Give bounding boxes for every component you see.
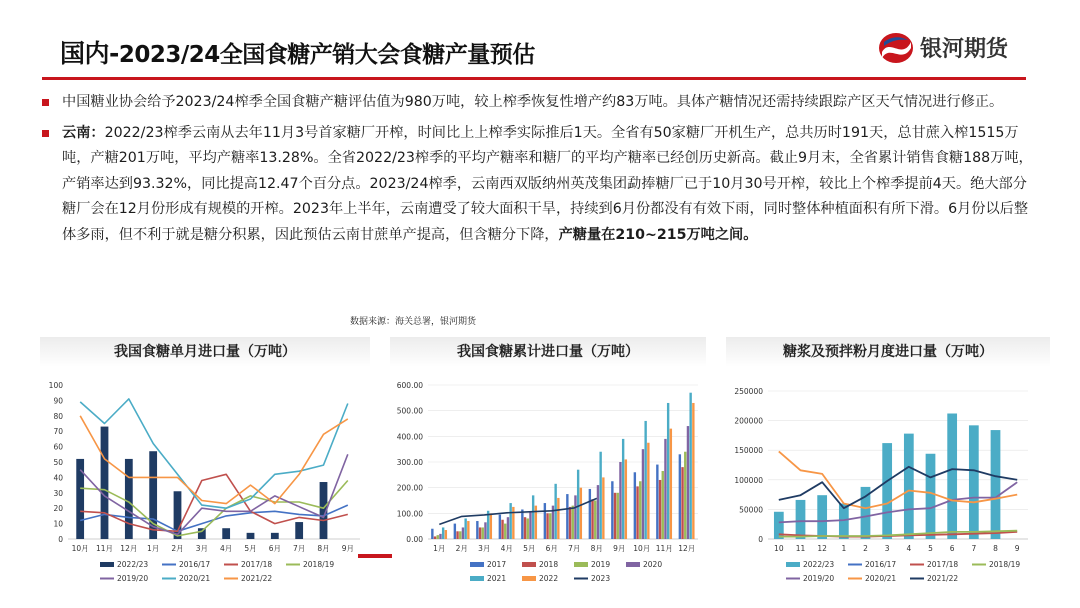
- bar: [796, 500, 806, 539]
- x-tick-label: 7: [971, 544, 977, 553]
- x-tick-label: 1月: [433, 544, 446, 553]
- bar: [437, 535, 439, 539]
- legend-swatch: [626, 562, 640, 567]
- y-tick-label: 100000: [734, 475, 763, 485]
- x-tick-label: 12月: [678, 544, 696, 553]
- legend-label: 2018: [539, 560, 559, 569]
- y-tick-label: 150000: [734, 446, 763, 456]
- bar: [456, 531, 458, 539]
- bar: [464, 518, 466, 539]
- bar: [991, 430, 1001, 539]
- bar: [557, 498, 559, 539]
- chart-plot: [726, 369, 1050, 608]
- bar: [926, 454, 936, 539]
- bullet-square-icon: [42, 99, 49, 106]
- bar: [689, 393, 691, 539]
- y-tick-label: 0: [758, 535, 763, 544]
- bullet-lead: 云南：: [62, 124, 105, 141]
- bar: [467, 521, 469, 539]
- bar: [670, 429, 672, 539]
- legend-label: 2020/21: [179, 574, 211, 583]
- x-tick-label: 4月: [220, 544, 233, 553]
- legend-label: 2021/22: [927, 574, 959, 583]
- bar: [499, 515, 501, 539]
- legend-label: 2017: [487, 560, 507, 569]
- x-tick-label: 12月: [120, 544, 138, 553]
- legend-label: 2019/20: [117, 574, 149, 583]
- series-line: [80, 454, 348, 534]
- red-separator: [358, 554, 392, 558]
- chart-cumulative-import: [390, 337, 706, 608]
- page-title: [60, 34, 535, 70]
- bullet-text: 中国糖业协会给予2023/24榨季全国食糖产糖评估值为980万吨，较上榨季恢复性增产约83万吨。具体产糖情况还需持续跟踪产区天气情况进行修正。: [62, 94, 1004, 110]
- x-tick-label: 9: [1014, 544, 1020, 553]
- bar: [524, 517, 526, 539]
- galaxy-logo-icon: [876, 30, 916, 66]
- legend-label: 2019: [591, 560, 611, 569]
- bar: [271, 533, 279, 539]
- x-tick-label: 5月: [244, 544, 257, 553]
- bar: [580, 488, 582, 539]
- bar: [625, 459, 627, 539]
- bar: [535, 506, 537, 539]
- bar: [482, 527, 484, 539]
- bar: [490, 513, 492, 539]
- x-tick-label: 3月: [195, 544, 208, 553]
- legend-swatch: [470, 576, 484, 581]
- y-tick-label: 250000: [734, 387, 763, 396]
- bar: [295, 522, 303, 539]
- y-tick-label: 400.00: [396, 432, 423, 442]
- x-tick-label: 4月: [500, 544, 513, 553]
- bullet-tail: 产糖量在210~215万吨之间。: [558, 226, 758, 243]
- bar: [594, 501, 596, 540]
- bar: [504, 524, 506, 539]
- bar: [639, 481, 641, 539]
- legend-label: 2022/23: [803, 560, 835, 569]
- chart-syrup-premix-import: [726, 337, 1050, 608]
- bar: [462, 527, 464, 539]
- y-tick-label: 200.00: [396, 483, 423, 493]
- y-tick-label: 50: [53, 458, 63, 467]
- x-tick-label: 7月: [568, 544, 581, 553]
- bar: [549, 513, 551, 539]
- y-tick-label: 80: [53, 411, 63, 421]
- bullet-square-icon: [42, 130, 49, 137]
- legend-label: 2022/23: [117, 560, 149, 569]
- series-line: [80, 481, 348, 536]
- bar: [222, 528, 230, 539]
- legend-label: 2017/18: [927, 560, 959, 569]
- bar: [692, 403, 694, 539]
- y-tick-label: 0.00: [406, 535, 423, 544]
- bar: [611, 481, 613, 539]
- data-source-note: 数据来源：海关总署，银河期货: [350, 317, 477, 327]
- x-tick-label: 1: [841, 544, 847, 553]
- x-tick-label: 10月: [71, 544, 89, 553]
- series-line: [779, 482, 1017, 522]
- bar: [687, 426, 689, 539]
- bar: [947, 413, 957, 539]
- y-tick-label: 50000: [739, 505, 763, 515]
- bar: [554, 484, 556, 539]
- series-line: [80, 416, 348, 504]
- bar: [634, 472, 636, 539]
- legend-label: 2018/19: [989, 560, 1021, 569]
- x-tick-label: 6: [949, 544, 955, 553]
- bar: [684, 452, 686, 539]
- x-tick-label: 2: [863, 544, 868, 553]
- x-tick-label: 2月: [171, 544, 184, 553]
- bar: [599, 452, 601, 539]
- bar: [546, 513, 548, 539]
- legend-label: 2023: [591, 574, 611, 583]
- legend-swatch: [522, 562, 536, 567]
- y-tick-label: 500.00: [396, 406, 423, 416]
- x-tick-label: 4: [906, 544, 912, 553]
- chart-title: 我国食糖单月进口量（万吨）: [40, 337, 370, 367]
- x-tick-label: 10: [774, 544, 784, 553]
- bar: [445, 530, 447, 539]
- bar: [566, 494, 568, 539]
- x-tick-label: 11月: [95, 544, 114, 553]
- bar: [597, 485, 599, 539]
- x-tick-label: 8月: [317, 544, 330, 553]
- x-tick-label: 5月: [523, 544, 536, 553]
- bar: [431, 529, 433, 539]
- x-tick-label: 6月: [268, 544, 281, 553]
- bar: [642, 449, 644, 539]
- legend-label: 2021: [487, 574, 507, 583]
- y-tick-label: 70: [53, 427, 63, 437]
- y-tick-label: 20: [53, 504, 63, 514]
- bar: [529, 512, 531, 539]
- x-tick-label: 6月: [545, 544, 558, 553]
- bar: [442, 527, 444, 539]
- y-tick-label: 200000: [734, 416, 763, 426]
- legend-label: 2019/20: [803, 574, 835, 583]
- bar: [589, 489, 591, 539]
- bar: [479, 527, 481, 539]
- company-logo: [876, 30, 1036, 66]
- y-tick-label: 60: [53, 442, 63, 452]
- bar: [664, 439, 666, 539]
- bar: [591, 499, 593, 539]
- chart-single-month-import: [40, 337, 370, 608]
- chart-plot: [40, 369, 370, 608]
- bar: [617, 493, 619, 539]
- legend-label: 2020: [643, 560, 663, 569]
- legend-swatch: [100, 562, 114, 567]
- bar: [532, 495, 534, 539]
- bar: [656, 465, 658, 539]
- bar: [507, 517, 509, 539]
- y-tick-label: 100: [48, 381, 63, 390]
- bar: [247, 533, 255, 539]
- series-line: [80, 399, 348, 508]
- legend-swatch: [470, 562, 484, 567]
- x-tick-label: 8: [993, 544, 998, 553]
- x-tick-label: 3: [884, 544, 890, 553]
- bar: [882, 443, 892, 539]
- y-tick-label: 300.00: [396, 458, 423, 467]
- x-tick-label: 3月: [478, 544, 491, 553]
- bar: [569, 507, 571, 539]
- legend-swatch: [786, 562, 800, 567]
- bar: [817, 495, 827, 539]
- x-tick-label: 1月: [147, 544, 160, 553]
- bar: [574, 495, 576, 539]
- bar: [476, 521, 478, 539]
- legend-label: 2016/17: [179, 560, 211, 569]
- x-tick-label: 9月: [341, 544, 354, 553]
- title-prefix: 国内-: [60, 39, 119, 68]
- bar: [434, 536, 436, 539]
- bar: [125, 459, 133, 539]
- legend-label: 2017/18: [241, 560, 273, 569]
- x-tick-label: 9月: [613, 544, 626, 553]
- bar: [644, 421, 646, 539]
- legend-swatch: [574, 562, 588, 567]
- slide-header: [0, 0, 1080, 80]
- y-tick-label: 10: [53, 519, 63, 529]
- bar: [572, 506, 574, 539]
- bar: [101, 427, 109, 539]
- bar: [459, 531, 461, 539]
- chart-title: 糖浆及预拌粉月度进口量（万吨）: [726, 337, 1050, 367]
- x-tick-label: 12: [817, 544, 827, 553]
- bar: [527, 518, 529, 539]
- bullet-text: 2022/23榨季云南从去年11月3号首家糖厂开榨，时间比上上榨季实际推后1天。全省有50家糖厂开机生产，总共历时191天，总甘蔗入榨1515万吨，产糖201万吨，平均产糖率13.28%。全省2022/23榨季的平均产糖率和糖厂的平均产糖率已经创历史新高。截止9月末，全省累计销售食糖188万吨，产销率达到93.32%，同比提高12.47个百分点。2023/24榨季，云南西双版纳州英茂集团勐捧糖厂已于10月30号开榨，较比上个榨季提前4天。绝大部分糖厂会在12月份形成有规模的开榨。2023年上半年，云南遭受了较大面积干旱，持续到6月份都没有有效下雨，同时整体种植面积有所下滑。6月份以后整体多雨，但不利于就是糖分积累，因此预估云南甘蔗单产提高，但含糖分下降，: [62, 124, 1033, 243]
- bar: [577, 470, 579, 539]
- bar: [501, 520, 503, 539]
- bar: [636, 486, 638, 539]
- x-tick-label: 7月: [293, 544, 306, 553]
- bar: [76, 459, 84, 539]
- bar: [904, 434, 914, 539]
- x-tick-label: 11: [795, 544, 806, 553]
- bullet-item: [40, 90, 1036, 116]
- y-tick-label: 90: [53, 396, 63, 406]
- legend-label: 2018/19: [303, 560, 335, 569]
- y-tick-label: 40: [53, 473, 63, 483]
- y-tick-label: 600.00: [396, 381, 423, 390]
- legend-swatch: [522, 576, 536, 581]
- bullet-item: [40, 121, 1036, 249]
- bar: [484, 522, 486, 539]
- chart-title: 我国食糖累计进口量（万吨）: [390, 337, 706, 367]
- legend-label: 2021/22: [241, 574, 273, 583]
- bar: [659, 480, 661, 539]
- bar: [662, 471, 664, 539]
- bar: [544, 503, 546, 539]
- bar: [647, 443, 649, 539]
- bar: [509, 503, 511, 539]
- bar: [602, 477, 604, 539]
- bar: [622, 439, 624, 539]
- x-tick-label: 5: [928, 544, 933, 553]
- bar: [969, 425, 979, 539]
- bar: [679, 454, 681, 539]
- x-tick-label: 2月: [455, 544, 468, 553]
- x-tick-label: 10月: [633, 544, 651, 553]
- title-underline: [42, 77, 1026, 80]
- x-tick-label: 11月: [655, 544, 673, 553]
- bar: [454, 524, 456, 539]
- bullet-list: [40, 90, 1036, 253]
- bar: [619, 462, 621, 539]
- bar: [521, 509, 523, 539]
- y-tick-label: 100.00: [396, 509, 423, 519]
- chart-plot: [390, 369, 706, 608]
- legend-label: 2020/21: [865, 574, 897, 583]
- bar: [614, 493, 616, 539]
- legend-label: 2022: [539, 574, 559, 583]
- x-tick-label: 8月: [590, 544, 603, 553]
- legend-label: 2016/17: [865, 560, 897, 569]
- bar: [681, 467, 683, 539]
- bar: [667, 403, 669, 539]
- y-tick-label: 30: [53, 488, 63, 498]
- logo-text: 银河期货: [920, 37, 1009, 62]
- title-main: 2023/24全国食糖产销大会食糖产量预估: [118, 42, 535, 68]
- bar: [198, 528, 206, 539]
- y-tick-label: 0: [58, 535, 63, 544]
- bar: [439, 534, 441, 539]
